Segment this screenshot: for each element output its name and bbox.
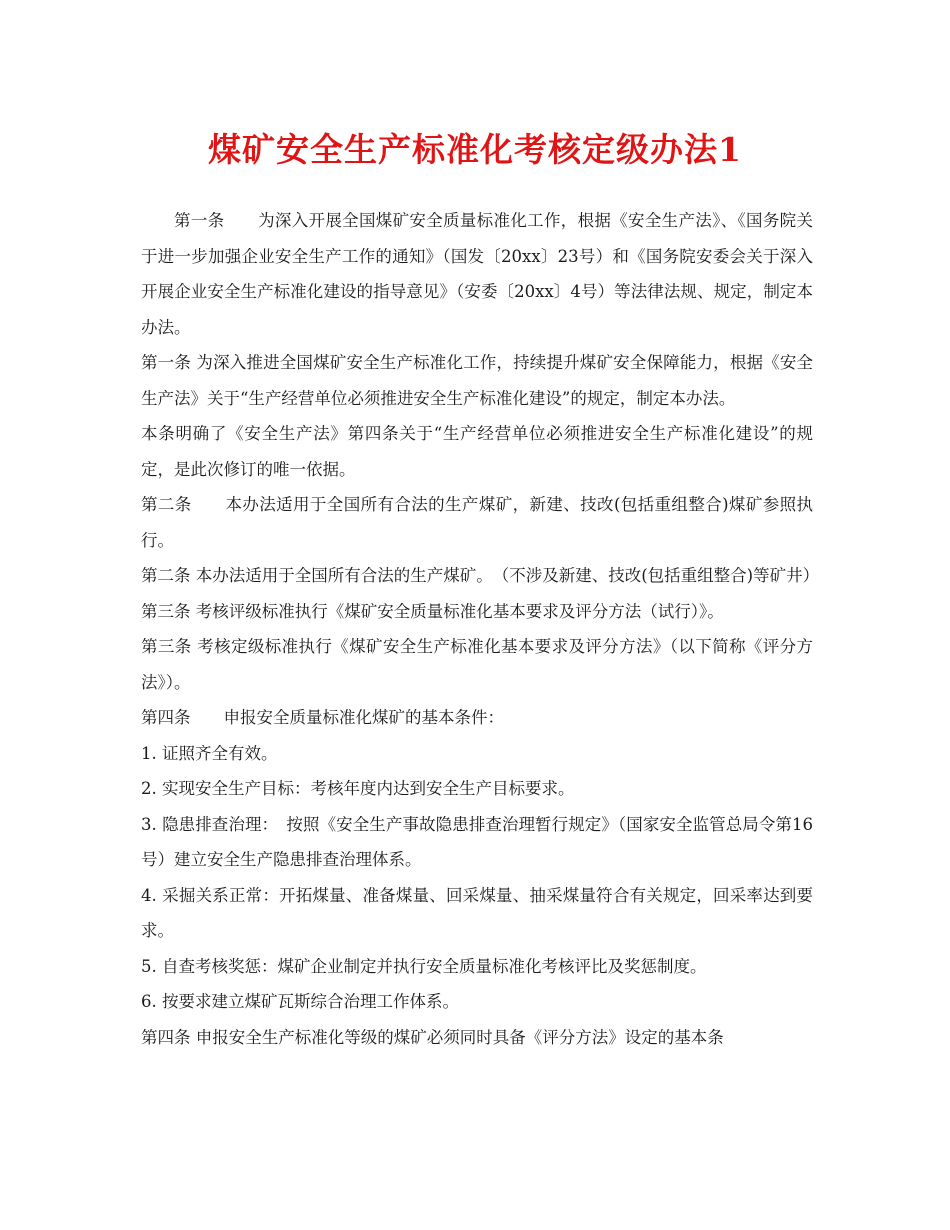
paragraph: 第一条 为深入开展全国煤矿安全质量标准化工作，根据《安全生产法》、《国务院关于进一步加强企业安全生产工作的通知》（国发〔20xx〕23号）和《国务院安委会关于深入开展企业安全生产标准化建设的指导意见》（安委〔20xx〕4号）等法律法规、规定，制定本办法。 [141,211,813,337]
paragraph: 第二条 本办法适用于全国所有合法的生产煤矿。 （不涉及新建、技改(包括重组整合)等矿井） [141,566,820,585]
paragraph: 第四条 申报安全质量标准化煤矿的基本条件： [141,708,504,727]
paragraph: 4. 采掘关系正常：开拓煤量、准备煤量、回采煤量、抽采煤量符合有关规定，回采率达到要求。 [141,885,813,940]
paragraph: 1. 证照齐全有效。 [141,743,278,763]
paragraph: 第四条 申报安全生产标准化等级的煤矿必须同时具备《评分方法》设定的基本条 [141,1027,724,1047]
paragraph: 第三条 考核定级标准执行《煤矿安全生产标准化基本要求及评分方法》（以下简称《评分方法》）。 [141,637,813,692]
paragraph: 第一条 为深入推进全国煤矿安全生产标准化工作，持续提升煤矿安全保障能力，根据《安全生产法》关于“生产经营单位必须推进安全生产标准化建设”的规定，制定本办法。 [141,353,813,408]
paragraph: 6. 按要求建立煤矿瓦斯综合治理工作体系。 [141,992,459,1011]
document-body [141,203,820,1055]
document-title: 煤矿安全生产标准化考核定级办法1 [208,130,742,169]
paragraph: 3. 隐患排查治理： 按照《安全生产事故隐患排查治理暂行规定》（国家安全监管总局令第16号）建立安全生产隐患排查治理体系。 [141,814,813,869]
paragraph: 本条明确了《安全生产法》第四条关于“生产经营单位必须推进安全生产标准化建设”的规定，是此次修订的唯一依据。 [141,424,813,479]
paragraph: 第三条 考核评级标准执行《煤矿安全质量标准化基本要求及评分方法（试行）》。 [141,601,724,621]
paragraph: 第二条 本办法适用于全国所有合法的生产煤矿，新建、技改(包括重组整合)煤矿参照执行。 [141,495,813,550]
paragraph: 2. 实现安全生产目标：考核年度内达到安全生产目标要求。 [141,779,575,798]
paragraph: 5. 自查考核奖惩：煤矿企业制定并执行安全质量标准化考核评比及奖惩制度。 [141,956,707,976]
